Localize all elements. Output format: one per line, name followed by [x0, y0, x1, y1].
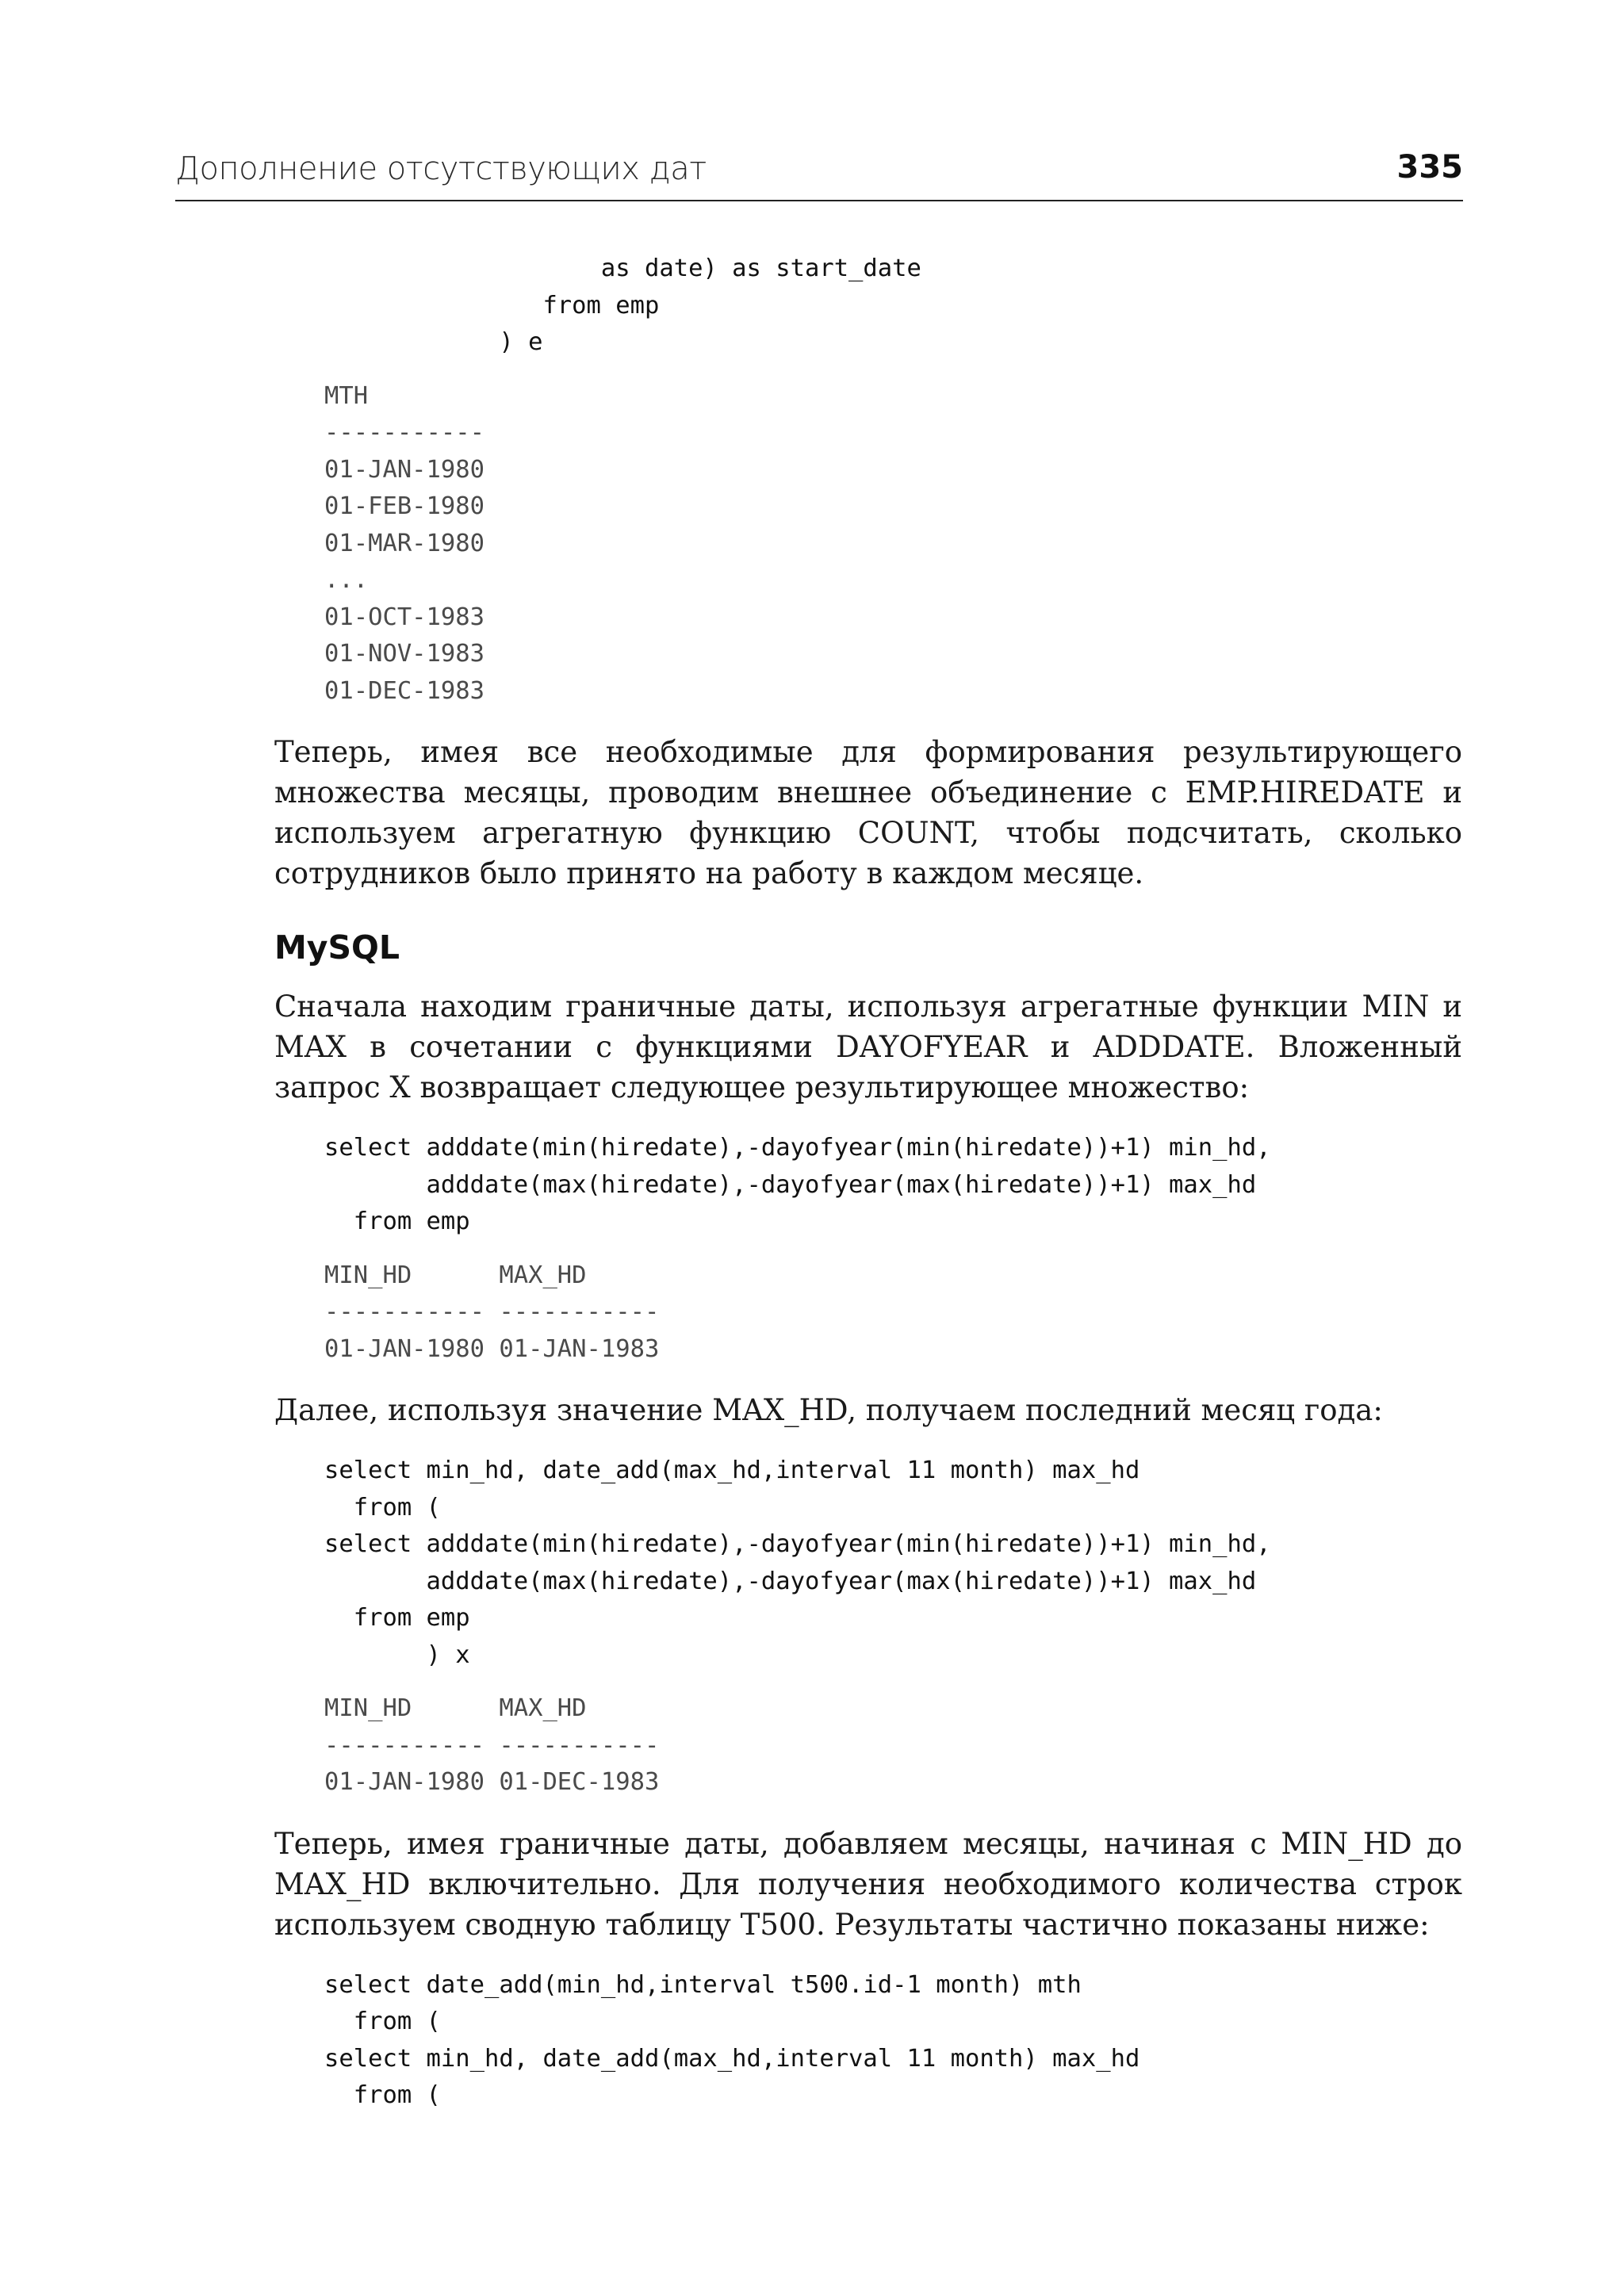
code-block-2: select adddate(min(hiredate),-dayofyear(min(hiredate))+1) min_hd, adddate(max(hiredate),-dayofyear(max(hiredate))+1) max_hd from emp — [324, 1134, 1271, 1235]
result-block-3: MIN_HD MAX_HD ----------- ----------- 01-JAN-1980 01-DEC-1983 — [324, 1694, 660, 1796]
paragraph-4: Теперь, имея граничные даты, добавляем месяцы, начиная с MIN_HD до MAX_HD включительно. Для получения необходимого количества строк используем сводную таблицу T500. Результаты частично показаны ниже: — [274, 1826, 1462, 1942]
result-block-1: MTH ----------- 01-JAN-1980 01-FEB-1980 01-MAR-1980 ... 01-OCT-1983 01-NOV-1983 01-DEC-1983 — [324, 381, 485, 705]
section-heading-mysql: MySQL — [274, 928, 400, 967]
page-number: 335 — [1396, 149, 1463, 186]
paragraph-2: Сначала находим граничные даты, используя агрегатные функции MIN и MAX в сочетании с функциями DAYOFYEAR и ADDDATE. Вложенный запрос X возвращает следующее результирующее множество: — [274, 990, 1462, 1104]
result-block-2: MIN_HD MAX_HD ----------- ----------- 01-JAN-1980 01-JAN-1983 — [324, 1261, 660, 1363]
paragraph-3: Далее, используя значение MAX_HD, получаем последний месяц года: — [274, 1393, 1383, 1427]
page-body — [274, 251, 1462, 2115]
code-block-3: select min_hd, date_add(max_hd,interval 11 month) max_hd from ( select adddate(min(hiredate),-dayofyear(min(hiredate))+1) min_hd, adddate(max(hiredate),-dayofyear(max(hiredate))+1) max_hd from emp ) x — [324, 1457, 1271, 1669]
paragraph-1: Теперь, имея все необходимые для формирования результирующего множества месяцы, проводим внешнее объединение с EMP.HIREDATE и используем агрегатную функцию COUNT, чтобы подсчитать, сколько сотрудников было принято на работу в каждом месяце. — [274, 735, 1462, 890]
code-block-4: select date_add(min_hd,interval t500.id-1 month) mth from ( select min_hd, date_add(max_hd,interval 11 month) max_hd from ( — [324, 1970, 1140, 2109]
code-block-1: as date) as start_date from emp ) e — [499, 255, 921, 356]
running-header-title: Дополнение отсутствующих дат — [175, 151, 707, 187]
running-header — [175, 149, 1463, 201]
